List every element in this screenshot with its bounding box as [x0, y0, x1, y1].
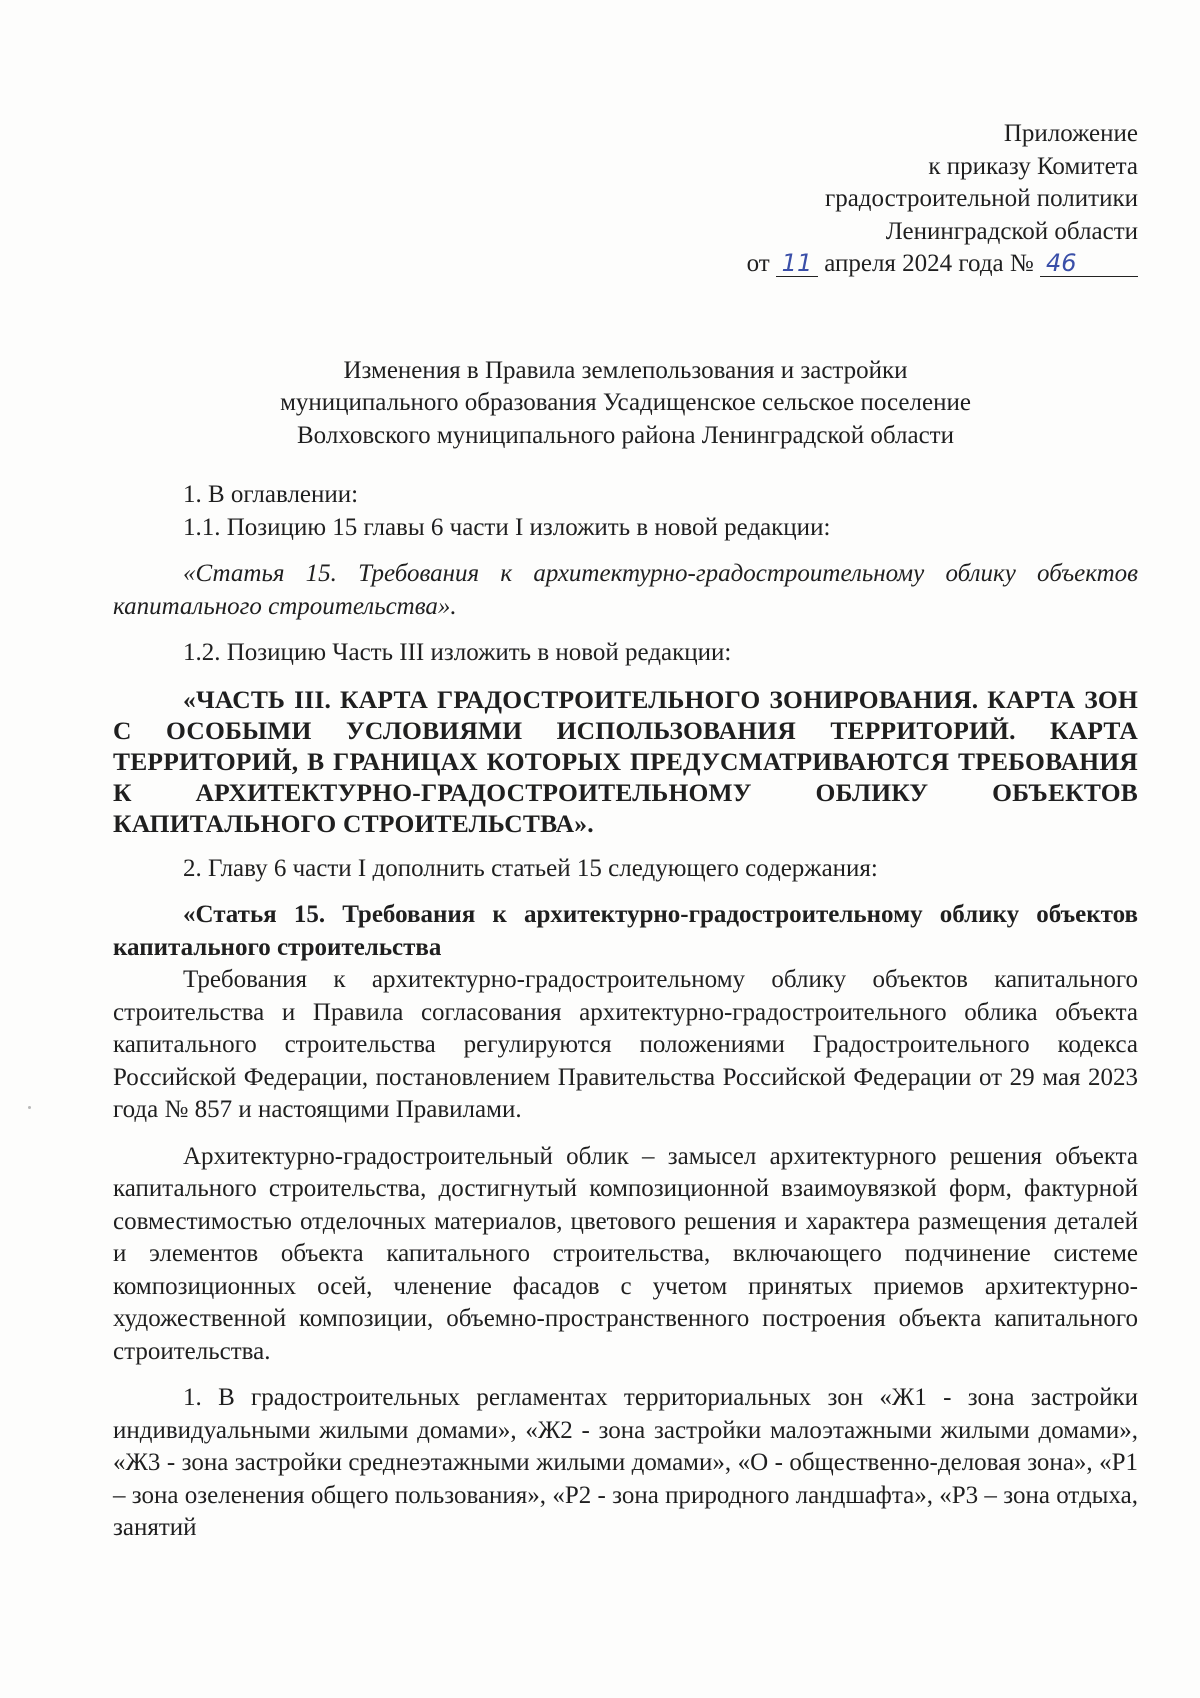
title-line-2: муниципального образования Усадищенское сельское поселение [280, 389, 971, 416]
quote-article-15: «Статья 15. Требования к архитектурно-градостроительному облику объектов капитального строительства». [113, 560, 1138, 620]
item-1-1: 1.1. Позицию 15 главы 6 части I изложить в новой редакции: [183, 513, 831, 541]
appendix-date-line [113, 248, 1138, 281]
part-3-heading: «ЧАСТЬ III. КАРТА ГРАДОСТРОИТЕЛЬНОГО ЗОНИРОВАНИЯ. КАРТА ЗОН С ОСОБЫМИ УСЛОВИЯМИ ИСПОЛЬЗОВАНИЯ ТЕРРИТОРИЙ. КАРТА ТЕРРИТОРИЙ, В ГРАНИЦАХ КОТОРЫХ ПРЕДУСМАТРИВАЮТСЯ ТРЕБОВАНИЯ К АРХИТЕКТУРНО-ГРАДОСТРОИТЕЛЬНОМУ ОБЛИКУ ОБЪЕКТОВ КАПИТАЛЬНОГО СТРОИТЕЛЬСТВА». [113, 684, 1138, 838]
appendix-line-3: градостроительной политики [824, 185, 1138, 212]
appendix-block [113, 118, 1138, 281]
title-line-3: Волховского муниципального района Ленинградской области [296, 421, 954, 449]
item-1-2: 1.2. Позицию Часть III изложить в новой редакции: [183, 639, 732, 666]
date-middle: апреля 2024 года № [824, 250, 1034, 277]
item-2: 2. Главу 6 части I дополнить статьей 15 следующего содержания: [183, 854, 878, 882]
appendix-line-1: Приложение [1003, 120, 1138, 147]
title-line-1: Изменения в Правила землепользования и застройки [343, 356, 908, 384]
appendix-line-2: к приказу Комитета [928, 152, 1138, 180]
item-1: 1. В оглавлении: [183, 481, 359, 508]
article-15-heading: «Статья 15. Требования к архитектурно-градостроительному облику объектов капитального строительства [113, 901, 1138, 961]
scan-artifact [28, 1106, 31, 1109]
document-content [113, 118, 1138, 1545]
document-title [113, 355, 1138, 453]
date-prefix: от [746, 250, 770, 277]
paragraph-2: Архитектурно-градостроительный облик – замысел архитектурного решения объекта капитального строительства, достигнутый композиционной взаимоувязкой форм, фактурной совместимостью отделочных материалов, цветового решения и характера размещения деталей и элементов объекта капитального строительства, включающего подчинение системе композиционных осей, членение фасадов с учетом принятых приемов архитектурно-художественной композиции, объемно-пространственного построения объекта капитального строительства. [113, 1142, 1138, 1365]
paragraph-3: 1. В градостроительных регламентах территориальных зон «Ж1 - зона застройки индивидуальными жилыми домами», «Ж2 - зона застройки малоэтажными жилыми домами», «Ж3 - зона застройки среднеэтажными жилыми домами», «О - общественно-деловая зона», «Р1 – зона озеленения общего пользования», «Р2 - зона природного ландшафта», «Р3 – зона отдыха, занятий [113, 1384, 1138, 1541]
handwritten-order-number: 46 [1040, 250, 1138, 277]
appendix-line-4: Ленинградской области [885, 217, 1138, 245]
handwritten-day: 11 [776, 250, 818, 277]
paragraph-1: Требования к архитектурно-градостроительному облику объектов капитального строительства и Правила согласования архитектурно-градостроительного облика объекта капитального строительства регулируются положениями Градостроительного кодекса Российской Федерации, постановлением Правительства Российской Федерации от 29 мая 2023 года № 857 и настоящими Правилами. [113, 966, 1138, 1123]
